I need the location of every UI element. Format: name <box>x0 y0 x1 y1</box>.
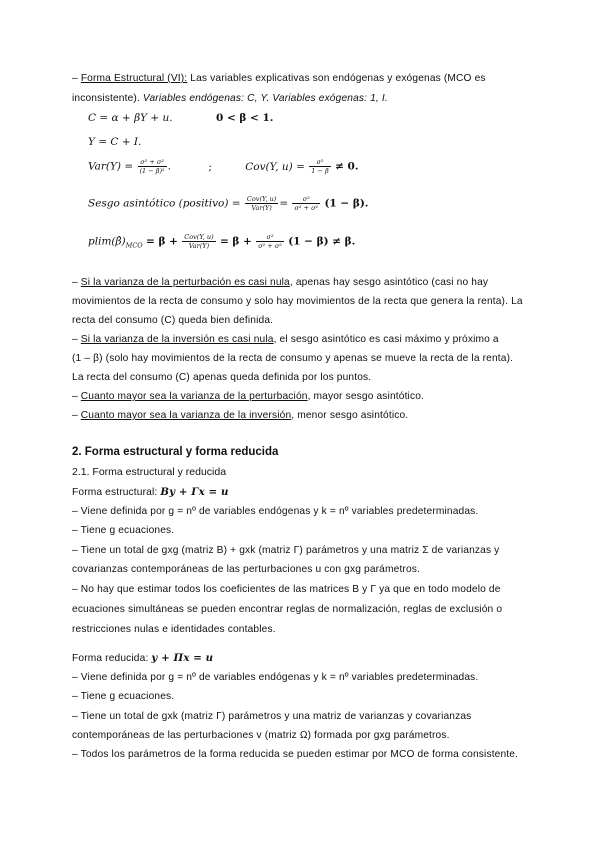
sesgo-fraction-2 <box>292 195 320 212</box>
fe-label: Forma estructural: <box>72 487 161 498</box>
bullet-3: – Cuanto mayor sea la varianza de la perturbación, mayor sesgo asintótico. <box>72 391 425 402</box>
bullet-4-text: , menor sesgo asintótico. <box>291 410 409 421</box>
plim-f1-num: Cov(Y, u) <box>184 233 214 241</box>
var-num: σ² + σ² <box>138 158 167 167</box>
fe-bullet-4-line-3: restricciones nulas e identidades contables. <box>72 624 276 635</box>
bullet-2-line-3: La recta del consumo (C) apenas queda definida por los puntos. <box>72 372 372 383</box>
intro-line-1 <box>72 72 528 85</box>
plim-lhs: plim(β̂) <box>88 235 126 248</box>
sesgo-f1-num: Cov(Y, u) <box>246 195 277 203</box>
forma-estructural-vi-label: Forma Estructural (VI): <box>80 73 188 84</box>
fe-bullet-4-line-1: – No hay que estimar todos los coeficientes de las matrices B y Γ ya que en todo modelo de <box>72 584 501 595</box>
eq1-text: C = α + βY + u. <box>88 112 173 124</box>
fe-equation: By + Γx = u <box>160 486 229 498</box>
cov-fraction <box>309 158 330 175</box>
sesgo-fraction-1 <box>245 195 278 212</box>
bullet-1-line-1: – Si la varianza de la perturbación es casi nula, apenas hay sesgo asintótico (casi no hay <box>72 277 489 288</box>
fr-label: Forma reducida: <box>72 653 152 664</box>
intro-text: Las variables explicativas son endógenas y exógenas (MCO es <box>187 73 486 84</box>
cov-num: σ² <box>309 158 330 167</box>
fr-bullet-2: – Tiene g ecuaciones. <box>72 691 175 702</box>
intro-line2-text: inconsistente). <box>72 93 143 104</box>
fr-equation: y + Πx = u <box>151 652 214 664</box>
fe-bullet-4-line-2: ecuaciones simultáneas se pueden encontrar reglas de normalización, reglas de exclusión o <box>72 604 503 615</box>
forma-estructural-line <box>72 486 528 499</box>
plim-f1-den: Var(Y) <box>188 242 210 250</box>
var-den: (1 − β)² <box>139 167 165 175</box>
equation-sesgo: Sesgo asintótico (positivo) = $\frac{\text{Cov(Y, u)}}{\text{Var(Y)}}$ = $\frac{\text{σ²}}{\text{σ² + σ²}}$ (1 − β). <box>88 195 369 212</box>
bullet-1-line-3: recta del consumo (C) queda bien definida. <box>72 315 274 326</box>
fe-bullet-3-line-1: – Tiene un total de gxg (matriz B) + gxk (matriz Γ) parámetros y una matriz Σ de varianzas y <box>72 545 500 556</box>
sesgo-lhs: Sesgo asintótico (positivo) = <box>88 197 241 210</box>
fe-bullet-3-line-2: covarianzas contemporáneas de las perturbaciones u con gxg parámetros. <box>72 564 421 575</box>
section-2-heading: 2. Forma estructural y forma reducida <box>72 446 279 458</box>
fe-bullet-2: – Tiene g ecuaciones. <box>72 525 175 536</box>
plim-rhs: (1 − β) ≠ β. <box>288 235 356 248</box>
bullet-4-underline: Cuanto mayor sea la varianza de la inversión <box>80 410 292 421</box>
fr-bullet-3-line-1: – Tiene un total de gxk (matriz Γ) parámetros y una matriz de varianzas y covarianzas <box>72 711 472 722</box>
cov-rhs: ≠ 0. <box>335 160 359 173</box>
eq1-condition: 0 < β < 1. <box>216 112 274 124</box>
sesgo-f1-den: Var(Y) <box>251 204 272 212</box>
plim-mid2: = β + <box>219 235 252 248</box>
var-fraction <box>138 158 167 175</box>
sesgo-rhs: (1 − β). <box>324 197 369 210</box>
sesgo-f2-num: σ² <box>292 195 320 204</box>
bullet-1-text: , apenas hay sesgo asintótico (casi no hay <box>289 277 489 288</box>
plim-sub: MCO <box>125 241 143 250</box>
fr-bullet-3-line-2: contemporáneas de las perturbaciones v (matriz Ω) formada por gxg parámetros. <box>72 730 450 741</box>
intro-line-2 <box>72 92 528 105</box>
equation-renta <box>88 136 141 148</box>
bullet-2-text: , el sesgo asintótico es casi máximo y próximo a <box>273 334 499 345</box>
forma-reducida-line <box>72 652 528 665</box>
bullet-1-line-2: movimientos de la recta de consumo y solo hay movimientos de la recta que genera la renta). La <box>72 296 523 307</box>
bullet-2-line-1: – Si la varianza de la inversión es casi nula, el sesgo asintótico es casi máximo y próximo a <box>72 334 499 345</box>
intro-vars: Variables endógenas: C, Y. Variables exógenas: 1, I. <box>142 93 388 104</box>
var-lhs: Var(Y) = <box>88 160 134 173</box>
bullet-3-text: , mayor sesgo asintótico. <box>307 391 425 402</box>
fr-bullet-1: – Viene definida por g = nº de variables endógenas y k = nº variables predeterminadas. <box>72 672 479 683</box>
cov-lhs: Cov(Y, u) = <box>245 160 305 173</box>
equation-var-cov: Var(Y) = $\frac{\text{σ² + σ²}}{\text{(1 − β)²}}$ . ; Cov(Y, u) = $\frac{\text{σ²}}{1 - \beta}$ ≠ 0. <box>88 158 359 175</box>
plim-fraction-2 <box>256 233 284 250</box>
bullet-1-underline: Si la varianza de la perturbación es casi nula <box>80 277 290 288</box>
plim-f2-num: σ² <box>256 233 284 242</box>
fr-bullet-4: – Todos los parámetros de la forma reducida se pueden estimar por MCO de forma consistente. <box>72 749 519 760</box>
bullet-2-line-2: (1 – β) (solo hay movimientos de la recta de consumo y apenas se mueve la recta de la renta). <box>72 353 514 364</box>
equation-plim <box>88 233 355 250</box>
sesgo-f2-den: σ² + σ² <box>294 204 319 212</box>
fe-bullet-1: – Viene definida por g = nº de variables endógenas y k = nº variables predeterminadas. <box>72 506 479 517</box>
dash: – <box>72 73 78 84</box>
plim-mid: = β + <box>145 235 178 248</box>
bullet-2-underline: Si la varianza de la inversión es casi nula <box>80 334 274 345</box>
equation-consumo <box>88 112 273 124</box>
bullet-4: – Cuanto mayor sea la varianza de la inversión, menor sesgo asintótico. <box>72 410 409 421</box>
section-2-1-heading: 2.1. Forma estructural y reducida <box>72 466 227 478</box>
plim-fraction-1 <box>182 233 215 250</box>
cov-den: 1 − β <box>311 167 329 175</box>
plim-f2-den: σ² + σ² <box>258 242 282 250</box>
bullet-3-underline: Cuanto mayor sea la varianza de la perturbación <box>80 391 308 402</box>
eq2-text: Y = C + I. <box>88 136 142 148</box>
